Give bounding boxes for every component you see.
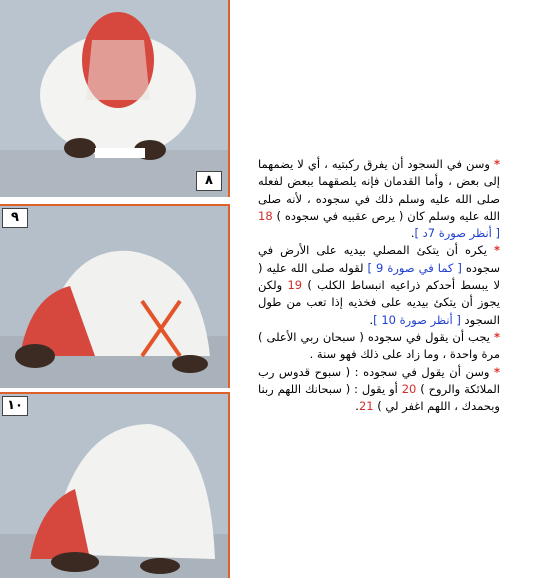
- paragraph-text: يجب أن يقول في سجوده ( سبحان ربي الأعلى ) مرة واحدة ، وما زاد على ذلك فهو سنة .: [258, 329, 500, 362]
- reference-number: 20: [401, 381, 417, 396]
- paragraph-text: .: [369, 312, 374, 327]
- bullet-star: *: [493, 243, 500, 258]
- paragraph-text: ولكن يجوز أن يتكئ بيديه على فخذيه إذا تعب من طول السجود: [258, 278, 500, 327]
- photo-link[interactable]: [ أنظر صورة 10 ]: [373, 312, 461, 327]
- paragraph-text: وسن أن يقول في سجوده : ( سبوح قدوس رب الملائكة والروح ): [258, 364, 500, 396]
- photo-sujood-10: [0, 392, 230, 578]
- photo-number-9: ٩: [2, 208, 28, 228]
- text-column: [258, 156, 500, 415]
- photo-number-8: ٨: [196, 171, 222, 191]
- paragraph-text: يكره أن يتكئ المصلي بيديه على الأرض في سجوده: [258, 243, 500, 275]
- photo-sujood-8: [0, 0, 230, 197]
- paragraph-text: أو يقول : ( سبحانك اللهم ربنا وبحمدك ، اللهم اغفر لي ): [258, 381, 500, 414]
- paragraph-knees-feet: [258, 156, 500, 242]
- photo-10-illustration: [0, 394, 228, 578]
- paragraph-text: وسن في السجود أن يفرق ركبتيه ، أي لا يضمهما إلى بعض ، وأما القدمان فإنه يلصقهما ببعض لفعله صلى الله عليه وسلم ذلك في سجوده ، لأنه صلى الله عليه وسلم كان ( يرص عقبيه في سجوده ): [258, 157, 500, 223]
- paragraph-text: لقوله صلى الله عليه ( لا يبسط أحدكم ذراعيه انبساط الكلب ): [258, 260, 501, 293]
- photo-sujood-9: [0, 204, 230, 388]
- photo-link[interactable]: [ كما في صورة 9 ]: [367, 260, 462, 275]
- paragraph-leaning: [258, 242, 500, 328]
- bullet-star: *: [493, 329, 500, 344]
- photo-8-illustration: [0, 0, 228, 197]
- photo-9-illustration: [0, 206, 228, 388]
- reference-number: 19: [287, 278, 303, 293]
- paragraph-text: .: [355, 399, 359, 414]
- paragraph-text: .: [410, 226, 415, 241]
- reference-number: 18: [258, 208, 273, 223]
- bullet-star: *: [493, 157, 500, 171]
- paragraph-sunnah-dhikr: [258, 364, 500, 416]
- paragraph-tasbih: [258, 329, 500, 364]
- reference-number: 21: [358, 399, 374, 414]
- photo-link[interactable]: [ أنظر صورة 7د ]: [414, 226, 500, 241]
- photo-number-10: ١٠: [2, 396, 28, 416]
- bullet-star: *: [493, 364, 500, 379]
